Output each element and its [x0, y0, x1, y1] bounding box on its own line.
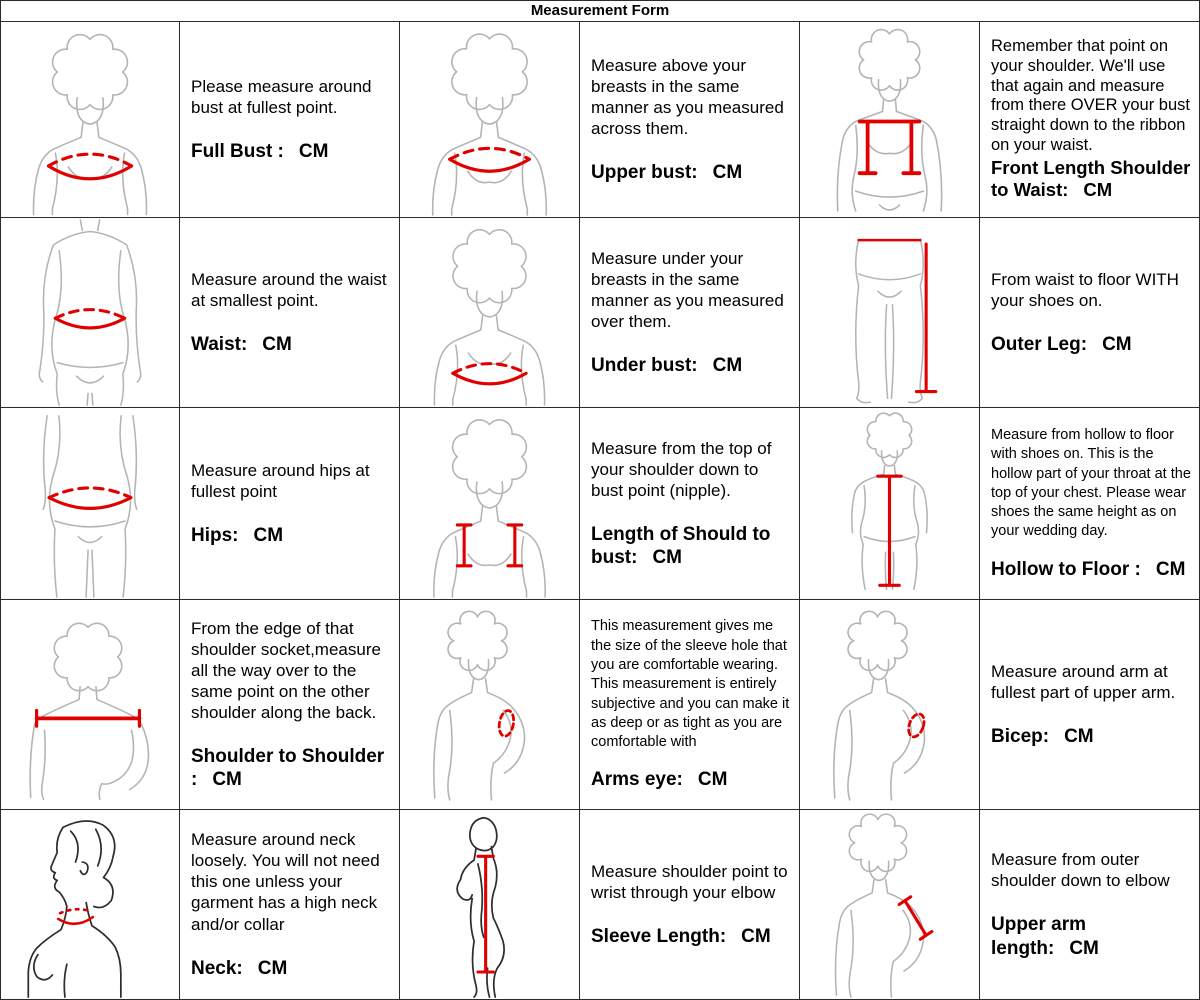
shoulder-to-bust-figure-cell — [400, 408, 580, 600]
shoulder-to-bust-unit: CM — [652, 547, 682, 569]
under-bust-label: Under bust: — [591, 355, 698, 377]
waist-figure-cell — [1, 218, 180, 408]
hips-text-cell — [180, 408, 400, 600]
upper-bust-figure — [400, 22, 579, 217]
neck-text-cell — [180, 810, 400, 999]
waist-label: Waist: — [191, 333, 248, 355]
upper-arm-length-description: Measure from outer shoulder down to elbow — [991, 850, 1170, 891]
front-length-label: Front Length Shoulder to Waist: — [991, 156, 1191, 201]
neck-figure — [1, 810, 179, 999]
hips-unit: CM — [253, 524, 284, 546]
full-bust-measure-mark — [48, 154, 131, 179]
shoulder-to-bust-label: Length of Should to bust: — [591, 523, 771, 569]
bicep-unit: CM — [1064, 725, 1094, 747]
bicep-label: Bicep: — [991, 725, 1050, 747]
outer-leg-label: Outer Leg: — [991, 333, 1088, 355]
arms-eye-figure-cell — [400, 600, 580, 810]
upper-arm-length-label: Upper arm length: — [991, 914, 1087, 959]
upper-arm-length-figure — [800, 810, 979, 999]
under-bust-figure — [400, 218, 579, 407]
bicep-text-cell — [980, 600, 1199, 810]
sleeve-length-figure — [400, 810, 579, 999]
shoulder-to-bust-figure — [400, 408, 579, 599]
shoulder-to-shoulder-figure — [1, 600, 179, 809]
sleeve-length-unit: CM — [741, 925, 771, 947]
shoulder-to-bust-description: Measure from the top of your shoulder down to bust point (nipple). — [591, 438, 772, 500]
full-bust-description: Please measure around bust at fullest point. — [191, 76, 372, 117]
upper-bust-text-cell — [580, 22, 800, 218]
hollow-to-floor-unit: CM — [1155, 558, 1186, 580]
hips-description: Measure around hips at fullest point — [191, 460, 370, 501]
waist-unit: CM — [262, 333, 292, 355]
front-length-text-cell — [980, 22, 1199, 218]
outer-leg-unit: CM — [1102, 333, 1132, 355]
neck-figure-cell — [1, 810, 180, 999]
hollow-to-floor-figure-cell — [800, 408, 980, 600]
bicep-description: Measure around arm at fullest part of upper arm. — [991, 661, 1176, 702]
full-bust-unit: CM — [298, 140, 329, 162]
bicep-figure-cell — [800, 600, 980, 810]
hollow-to-floor-text-cell — [980, 408, 1199, 600]
waist-measure-mark — [55, 310, 124, 328]
outer-leg-figure — [800, 218, 979, 407]
waist-text-cell — [180, 218, 400, 408]
upper-arm-length-measure-mark — [899, 897, 932, 939]
front-length-figure — [800, 22, 979, 217]
outer-leg-measure-mark — [859, 240, 936, 391]
upper-bust-measure-mark — [450, 148, 530, 171]
outer-leg-figure-cell — [800, 218, 980, 408]
shoulder-to-shoulder-text-cell — [180, 600, 400, 810]
under-bust-text-cell — [580, 218, 800, 408]
sleeve-length-figure-cell — [400, 810, 580, 999]
under-bust-description: Measure under your breasts in the same manner as you measured over them. — [591, 248, 784, 331]
neck-description: Measure around neck loosely. You will not need this one unless your garment has a high neck and/or collar — [191, 830, 380, 934]
under-bust-measure-mark — [453, 364, 526, 384]
upper-arm-length-unit: CM — [1069, 937, 1099, 959]
front-length-description: Remember that point on your shoulder. We'll use that again and measure from there OVER your bust straight down to the ribbon on your waist. — [991, 37, 1190, 155]
shoulder-to-bust-text-cell — [580, 408, 800, 600]
hollow-to-floor-label: Hollow to Floor : — [991, 558, 1141, 580]
front-length-measure-mark — [860, 121, 920, 173]
waist-description: Measure around the waist at smallest point. — [191, 269, 387, 310]
arms-eye-description: This measurement gives me the size of the sleeve hole that you are comfortable wearing. This measurement is entirely subjective and you can make it as deep or as tight as you are comfortable with — [591, 618, 790, 751]
sleeve-length-description: Measure shoulder point to wrist through your elbow — [591, 861, 788, 902]
shoulder-to-shoulder-measure-mark — [37, 710, 140, 726]
sleeve-length-text-cell — [580, 810, 800, 999]
upper-bust-description: Measure above your breasts in the same manner as you measured across them. — [591, 55, 784, 138]
arms-eye-text-cell — [580, 600, 800, 810]
front-length-figure-cell — [800, 22, 980, 218]
hips-label: Hips: — [191, 524, 239, 546]
arms-eye-figure — [400, 600, 579, 809]
bicep-figure — [800, 600, 979, 809]
shoulder-to-shoulder-label: Shoulder to Shoulder : — [191, 746, 385, 791]
front-length-unit: CM — [1083, 179, 1113, 201]
hips-figure-cell — [1, 408, 180, 600]
shoulder-to-bust-measure-mark — [457, 525, 521, 566]
hips-figure — [1, 408, 179, 599]
under-bust-figure-cell — [400, 218, 580, 408]
hollow-to-floor-figure — [800, 408, 979, 599]
shoulder-to-shoulder-figure-cell — [1, 600, 180, 810]
full-bust-text-cell — [180, 22, 400, 218]
hollow-to-floor-measure-mark — [878, 476, 901, 585]
arms-eye-label: Arms eye: — [591, 769, 683, 791]
outer-leg-text-cell — [980, 218, 1199, 408]
full-bust-figure — [1, 22, 179, 217]
outer-leg-description: From waist to floor WITH your shoes on. — [991, 269, 1179, 310]
hips-measure-mark — [49, 488, 131, 508]
shoulder-to-shoulder-description: From the edge of that shoulder socket,measure all the way over to the same point on the other shoulder along the back. — [191, 618, 381, 722]
upper-bust-label: Upper bust: — [591, 162, 698, 184]
shoulder-to-shoulder-unit: CM — [212, 769, 242, 791]
upper-bust-unit: CM — [712, 162, 743, 184]
hollow-to-floor-description: Measure from hollow to floor with shoes on. This is the hollow part of your throat at the top of your chest. Please wear shoes the same height as on your wedding day. — [991, 427, 1191, 540]
upper-arm-length-text-cell — [980, 810, 1199, 999]
neck-unit: CM — [257, 957, 288, 979]
upper-arm-length-figure-cell — [800, 810, 980, 999]
arms-eye-unit: CM — [697, 769, 728, 791]
under-bust-unit: CM — [712, 355, 743, 377]
form-title: Measurement Form — [1, 1, 1199, 22]
full-bust-label: Full Bust : — [191, 140, 284, 162]
waist-figure — [1, 218, 179, 407]
neck-label: Neck: — [191, 957, 243, 979]
upper-bust-figure-cell — [400, 22, 580, 218]
sleeve-length-label: Sleeve Length: — [591, 925, 727, 947]
full-bust-figure-cell — [1, 22, 180, 218]
